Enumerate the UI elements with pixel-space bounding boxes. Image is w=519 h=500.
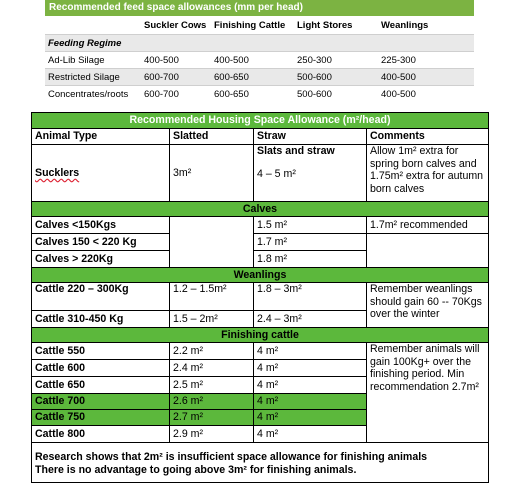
table-row (32, 217, 489, 234)
feed-table-header-row (45, 16, 474, 35)
header-animal-type: Animal Type (32, 129, 170, 145)
footer-row (32, 443, 489, 483)
finishing-slatted: 2.5 m² (170, 377, 254, 394)
feed-cell: 400-500 (378, 69, 474, 86)
feed-cell: 600-650 (211, 86, 294, 103)
header-comments: Comments (367, 129, 489, 145)
feed-header-light-stores: Light Stores (297, 19, 353, 31)
finishing-straw: 4 m² (254, 426, 367, 443)
section-row-finishing (32, 328, 489, 343)
sucklers-slatted: 3m² (170, 145, 254, 202)
finishing-label: Cattle 650 (32, 377, 170, 394)
finishing-comment: Remember animals will gain 100Kg+ over the finishing period. Min recommendation 2.7m² (367, 343, 489, 443)
weanlings-label: Cattle 310-450 Kg (32, 311, 170, 328)
finishing-slatted: 2.7 m² (170, 410, 254, 426)
calves-comment-empty (367, 234, 489, 268)
table-row (32, 343, 489, 360)
finishing-straw: 4 m² (254, 410, 367, 426)
finishing-slatted: 2.4 m² (170, 360, 254, 377)
calves-label: Calves > 220Kg (32, 251, 170, 268)
calves-straw: 1.8 m² (254, 251, 367, 268)
feed-cell: Concentrates/roots (45, 86, 141, 103)
section-weanlings: Weanlings (32, 268, 489, 283)
footer-line-2: There is no advantage to going above 3m² for finishing animals. (35, 463, 357, 476)
finishing-slatted: 2.6 m² (170, 394, 254, 410)
feed-cell: 500-600 (294, 86, 378, 103)
section-finishing-cattle: Finishing cattle (32, 328, 489, 343)
finishing-label: Cattle 750 (32, 410, 170, 426)
footer-note (32, 443, 489, 483)
header-straw: Straw (254, 129, 367, 145)
finishing-label: Cattle 700 (32, 394, 170, 410)
calves-comment: 1.7m² recommended (367, 217, 489, 234)
table-row (45, 69, 474, 86)
finishing-straw: 4 m² (254, 394, 367, 410)
feed-header-blank (45, 16, 141, 35)
housing-header-row (32, 129, 489, 145)
sucklers-straw-value: 4 – 5 m² (257, 167, 296, 180)
feed-header-finishing-cattle: Finishing Cattle (214, 19, 286, 31)
table-row (45, 86, 474, 103)
table-row (32, 145, 489, 202)
weanlings-slatted: 1.5 – 2m² (170, 311, 254, 328)
feed-table-title: Recommended feed space allowances (mm per head) (45, 0, 474, 16)
housing-title-row (32, 113, 489, 129)
feed-regime-row (45, 35, 474, 52)
calves-straw: 1.7 m² (254, 234, 367, 251)
finishing-label: Cattle 550 (32, 343, 170, 360)
feed-header-weanlings: Weanlings (381, 19, 429, 31)
finishing-label: Cattle 800 (32, 426, 170, 443)
feed-cell: 400-500 (211, 52, 294, 69)
feed-space-table (45, 0, 474, 102)
section-row-calves (32, 202, 489, 217)
table-row (32, 283, 489, 311)
calves-straw: 1.5 m² (254, 217, 367, 234)
footer-line-1: Research shows that 2m² is insufficient space allowance for finishing animals (35, 451, 428, 463)
feed-regime-label: Feeding Regime (45, 35, 474, 52)
table-row (32, 234, 489, 251)
finishing-straw: 4 m² (254, 377, 367, 394)
weanlings-straw: 2.4 – 3m² (254, 311, 367, 328)
feed-cell: 600-700 (141, 86, 211, 103)
sucklers-label: Sucklers (35, 166, 80, 179)
weanlings-slatted: 1.2 – 1.5m² (170, 283, 254, 311)
feed-cell: 400-500 (378, 86, 474, 103)
sucklers-comment: Allow 1m² extra for spring born calves and 1.75m² extra for autumn born calves (367, 145, 489, 202)
feed-cell: Ad-Lib Silage (45, 52, 141, 69)
feed-cell: 225-300 (378, 52, 474, 69)
housing-space-table (31, 112, 489, 483)
calves-label: Calves <150Kgs (32, 217, 170, 234)
finishing-straw: 4 m² (254, 343, 367, 360)
feed-cell: 500-600 (294, 69, 378, 86)
calves-label: Calves 150 < 220 Kg (32, 234, 170, 251)
housing-table-title: Recommended Housing Space Allowance (m²/head) (32, 113, 489, 129)
weanlings-comment: Remember weanlings should gain 60 -- 70Kgs over the winter (367, 283, 489, 328)
feed-cell: 600-700 (141, 69, 211, 86)
finishing-slatted: 2.2 m² (170, 343, 254, 360)
finishing-straw: 4 m² (254, 360, 367, 377)
feed-cell: 600-650 (211, 69, 294, 86)
section-row-weanlings (32, 268, 489, 283)
header-slatted: Slatted (170, 129, 254, 145)
sucklers-straw-note: Slats and straw (257, 145, 335, 157)
feed-cell: Restricted Silage (45, 69, 141, 86)
feed-header-suckler-cows: Suckler Cows (144, 19, 207, 31)
finishing-slatted: 2.9 m² (170, 426, 254, 443)
table-row (45, 52, 474, 69)
sucklers-label-cell (32, 145, 170, 202)
calves-slatted-empty (170, 217, 254, 268)
weanlings-straw: 1.8 – 3m² (254, 283, 367, 311)
sucklers-straw-cell (254, 145, 367, 202)
feed-cell: 250-300 (294, 52, 378, 69)
finishing-label: Cattle 600 (32, 360, 170, 377)
feed-cell: 400-500 (141, 52, 211, 69)
weanlings-label: Cattle 220 – 300Kg (32, 283, 170, 311)
section-calves: Calves (32, 202, 489, 217)
